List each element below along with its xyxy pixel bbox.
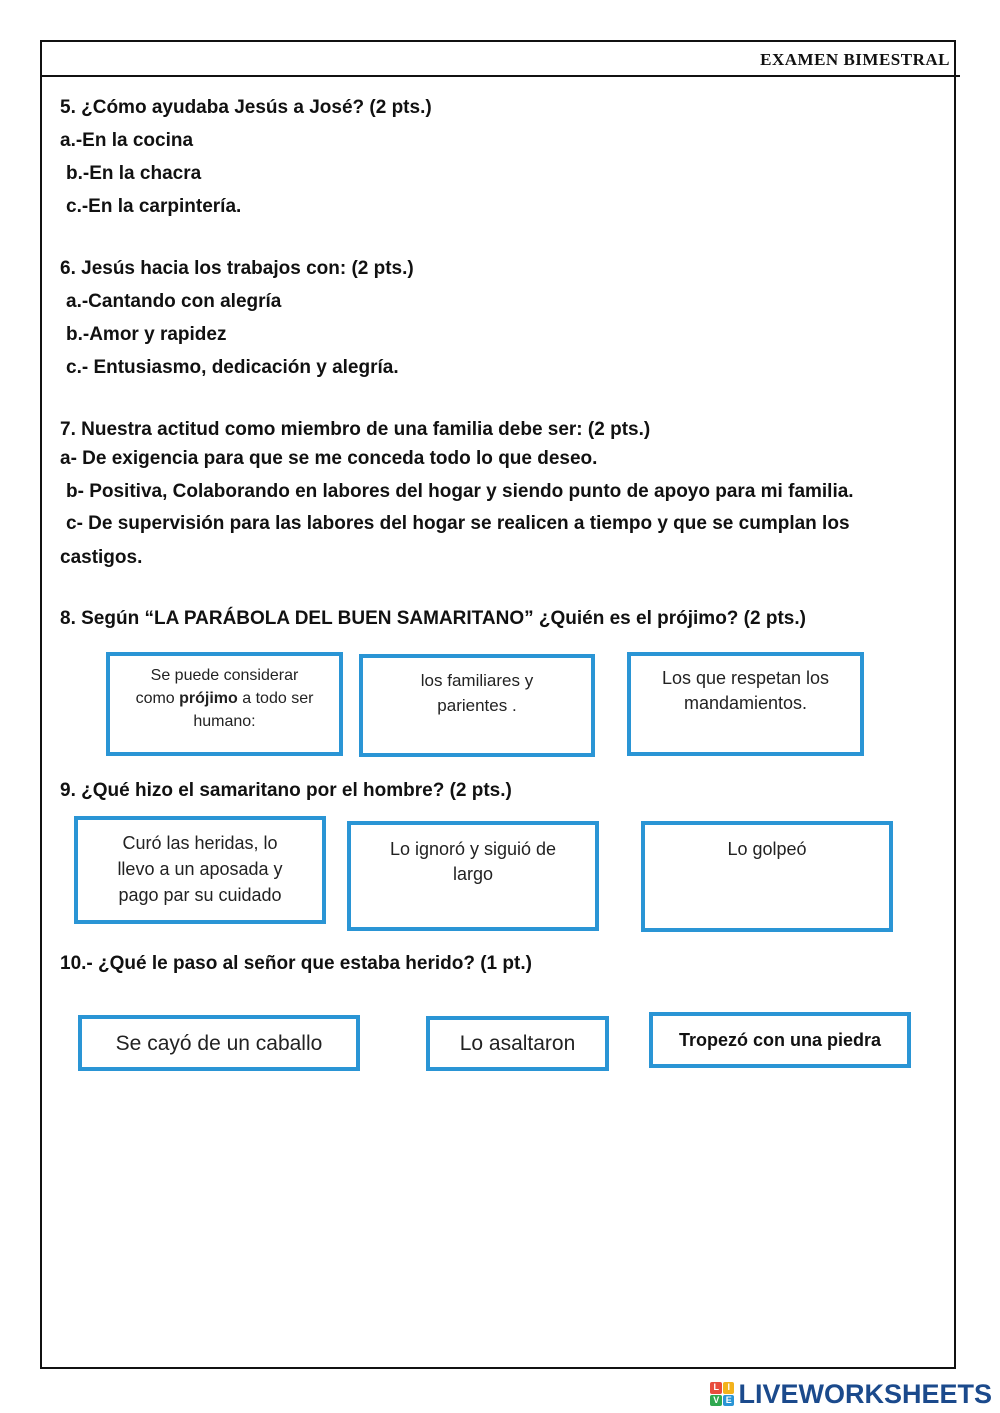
liveworksheets-logo-icon xyxy=(710,1382,734,1406)
question-7: 7. Nuestra actitud como miembro de una familia debe ser: (2 pts.) xyxy=(60,419,651,440)
logo-mark-v: V xyxy=(710,1395,722,1407)
q5-option-c[interactable]: c.-En la carpintería. xyxy=(66,196,242,217)
logo-mark-e: E xyxy=(723,1395,735,1407)
q6-option-b[interactable]: b.-Amor y rapidez xyxy=(66,324,227,345)
q8-box3-line1: Los que respetan los xyxy=(661,668,830,688)
q8-box1-line2-post: a todo ser xyxy=(237,690,314,707)
q8-box3-line2: mandamientos. xyxy=(683,693,808,713)
q10-box3-label: Tropezó con una piedra xyxy=(678,1029,882,1050)
exam-title: EXAMEN BIMESTRAL xyxy=(760,50,950,69)
question-9: 9. ¿Qué hizo el samaritano por el hombre? (2 pts.) xyxy=(60,780,512,801)
q8-box1-line2 xyxy=(136,687,314,710)
q8-box1-line2-pre: como xyxy=(135,690,180,707)
q8-box1-line3: humano: xyxy=(193,713,256,730)
q8-box2-line2: parientes . xyxy=(437,696,517,715)
q10-box1-label: Se cayó de un caballo xyxy=(115,1031,323,1055)
question-5: 5. ¿Cómo ayudaba Jesús a José? (2 pts.) xyxy=(60,97,432,118)
q9-answer-box-1[interactable] xyxy=(74,816,326,924)
q9-box3-line1: Lo golpeó xyxy=(727,839,807,859)
q9-box1-line2: llevo a un aposada y xyxy=(117,859,283,879)
q6-option-c[interactable]: c.- Entusiasmo, dedicación y alegría. xyxy=(66,357,399,378)
q10-answer-box-3[interactable] xyxy=(649,1012,911,1068)
liveworksheets-logo[interactable] xyxy=(710,1379,992,1409)
q8-box1-line2-bold: prójimo xyxy=(179,690,238,707)
q8-box1-line1: Se puede considerar xyxy=(150,667,299,684)
header-divider xyxy=(40,75,960,77)
q5-option-a[interactable]: a.-En la cocina xyxy=(60,130,194,151)
question-6: 6. Jesús hacia los trabajos con: (2 pts.) xyxy=(60,258,414,279)
liveworksheets-brand: LIVEWORKSHEETS xyxy=(738,1378,992,1409)
q7-option-a[interactable]: a- De exigencia para que se me conceda todo lo que deseo. xyxy=(60,448,598,469)
q8-answer-box-3[interactable] xyxy=(627,652,864,756)
q9-box1-line1: Curó las heridas, lo xyxy=(122,833,278,853)
q8-answer-box-1[interactable] xyxy=(106,652,343,756)
question-8: 8. Según “LA PARÁBOLA DEL BUEN SAMARITANO” ¿Quién es el prójimo? (2 pts.) xyxy=(60,608,806,629)
q9-box2-line2: largo xyxy=(452,864,494,884)
q10-answer-box-2[interactable] xyxy=(426,1016,609,1071)
q9-box1-line3: pago par su cuidado xyxy=(118,885,282,905)
q9-answer-box-2[interactable] xyxy=(347,821,599,931)
q6-option-a[interactable]: a.-Cantando con alegría xyxy=(66,291,282,312)
logo-mark-l: L xyxy=(710,1382,722,1394)
q9-box2-line1: Lo ignoró y siguió de xyxy=(389,839,557,859)
question-10: 10.- ¿Qué le paso al señor que estaba herido? (1 pt.) xyxy=(60,953,532,974)
q10-answer-box-1[interactable] xyxy=(78,1015,360,1071)
q8-box2-line1: los familiares y xyxy=(420,671,534,690)
q8-answer-box-2[interactable] xyxy=(359,654,595,757)
q10-box2-label: Lo asaltaron xyxy=(459,1032,576,1055)
q5-option-b[interactable]: b.-En la chacra xyxy=(66,163,202,184)
q7-option-c-continued[interactable]: castigos. xyxy=(60,547,143,568)
q7-option-b[interactable]: b- Positiva, Colaborando en labores del hogar y siendo punto de apoyo para mi familia. xyxy=(66,481,854,502)
q7-option-c[interactable]: c- De supervisión para las labores del hogar se realicen a tiempo y que se cumplan los xyxy=(66,513,850,534)
logo-mark-i: I xyxy=(723,1382,735,1394)
q9-answer-box-3[interactable] xyxy=(641,821,893,932)
